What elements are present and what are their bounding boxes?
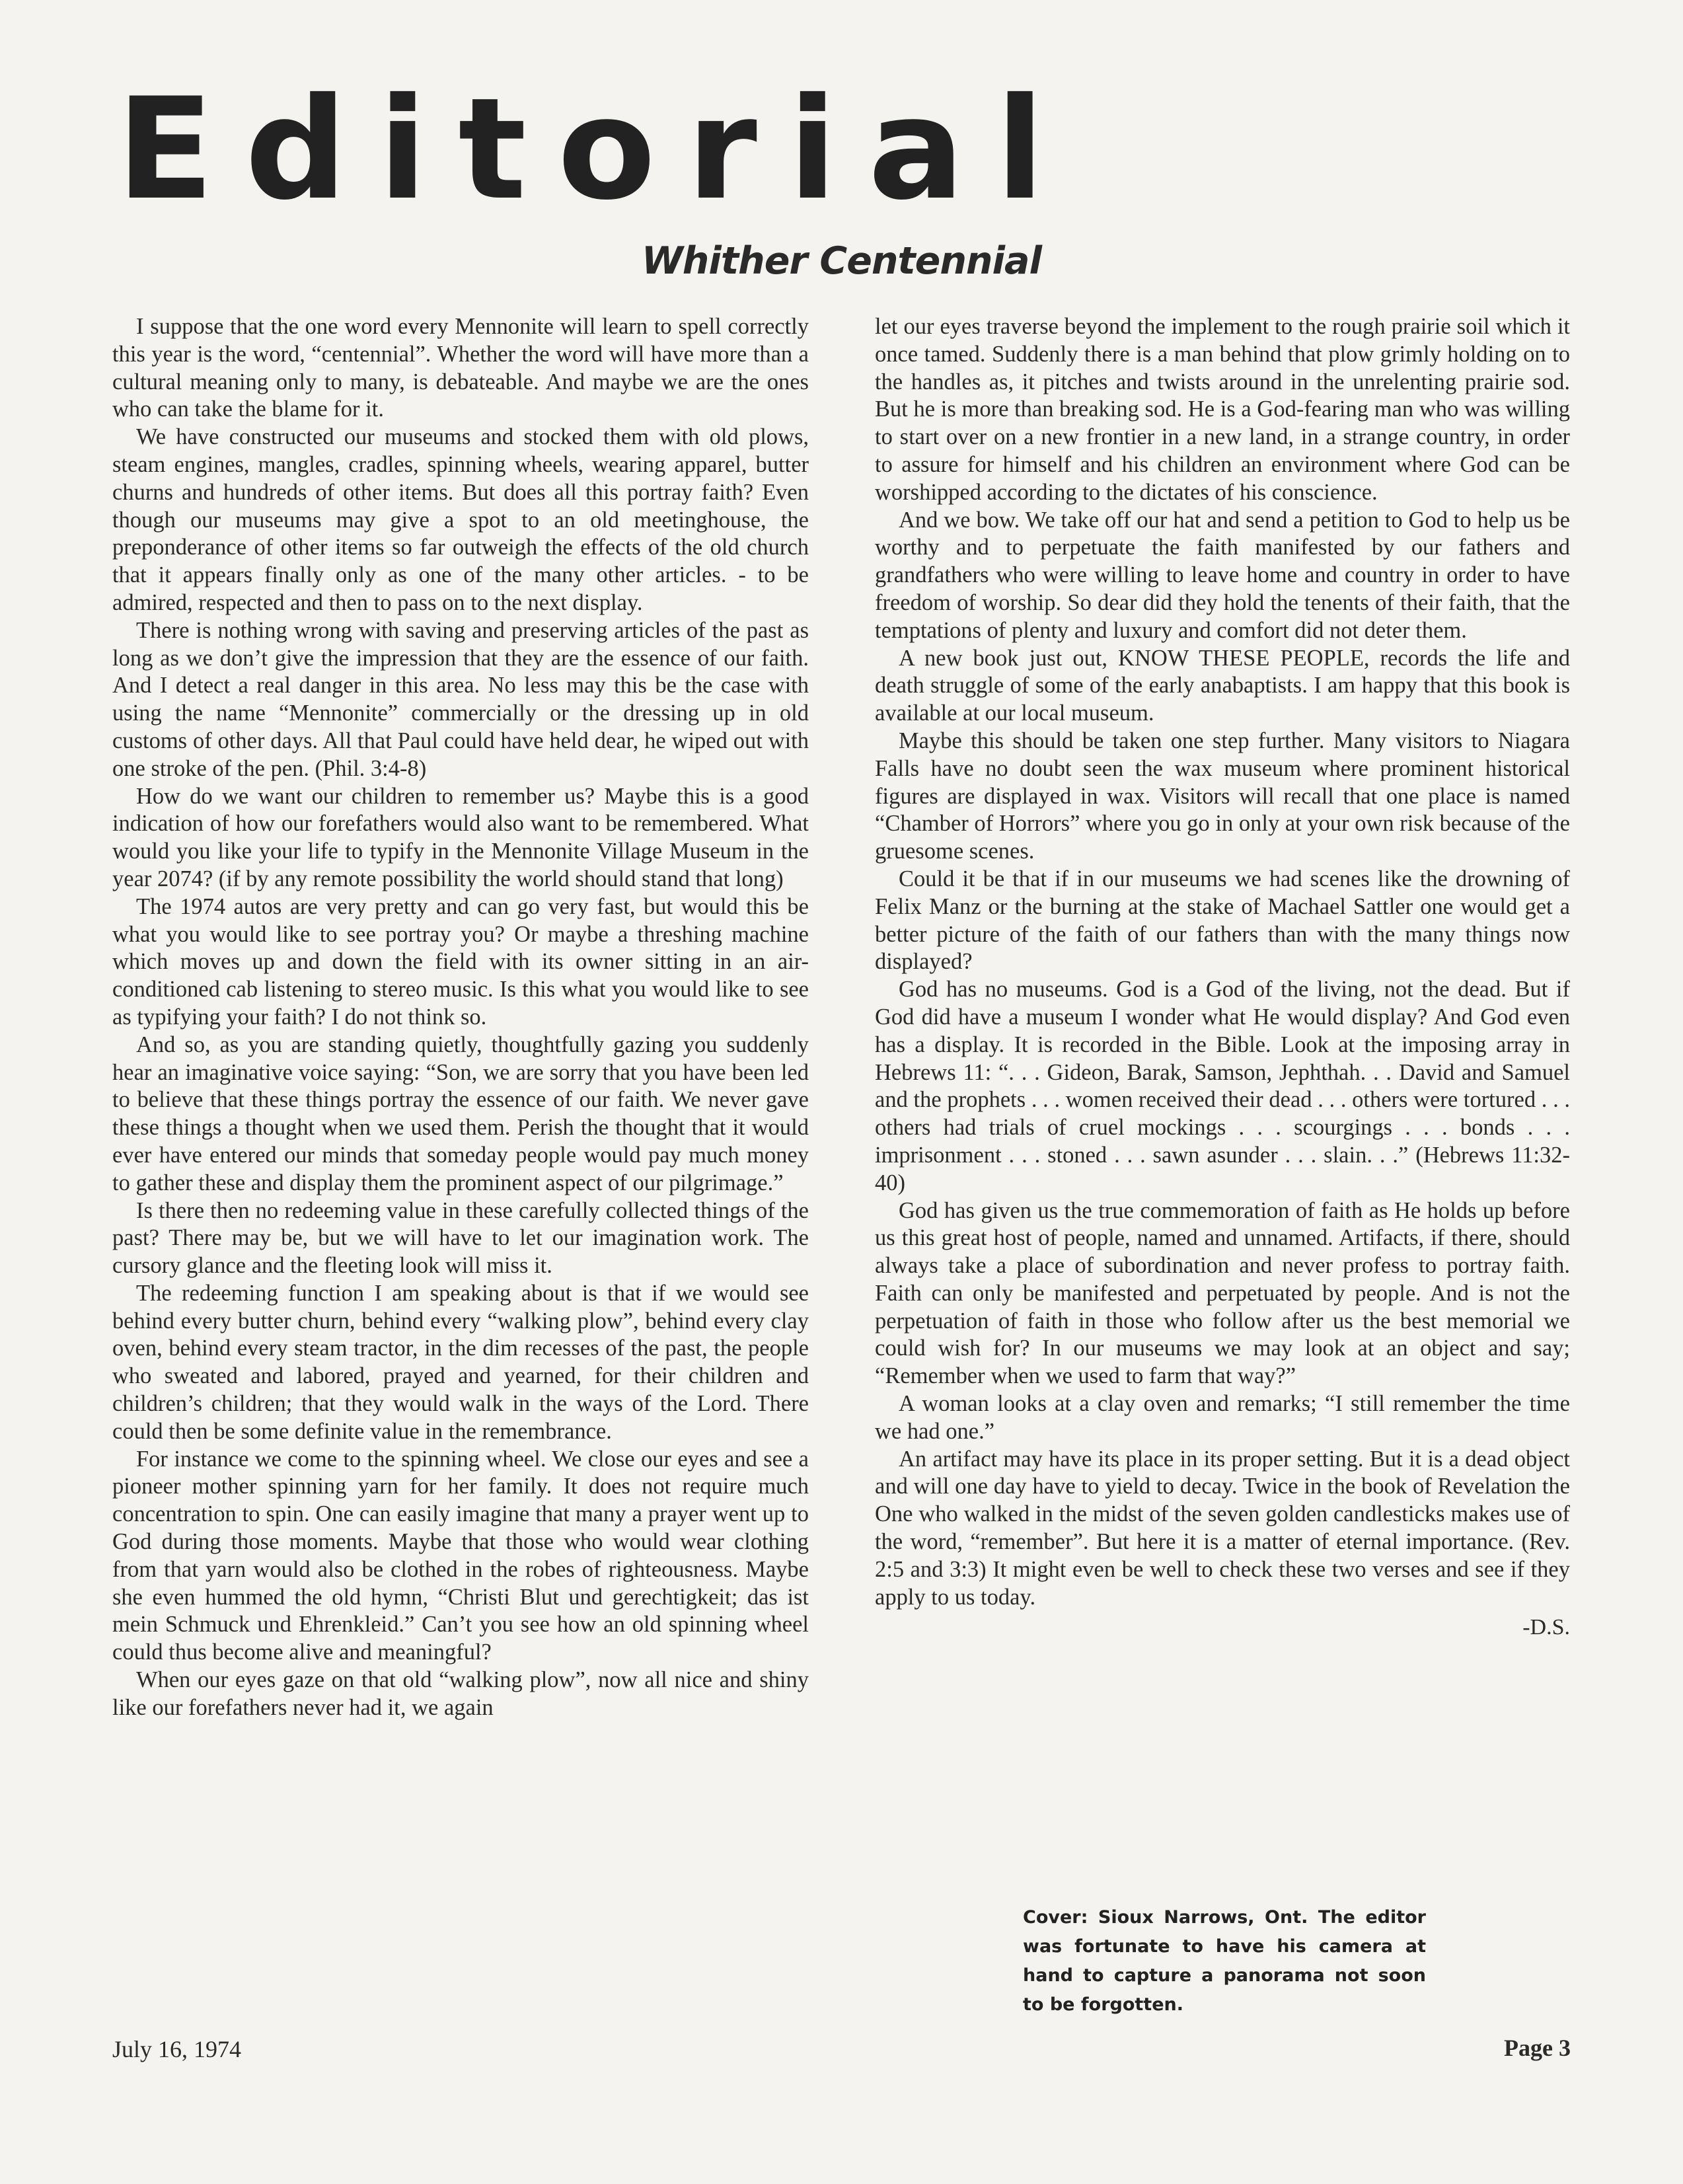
paragraph: Could it be that if in our museums we had scenes like the drowning of Felix Manz or the burning at the stake of Machael Sattler one would get a better picture of the faith of our fathers than with the many things now displayed? (875, 866, 1570, 975)
left-column (112, 313, 809, 1722)
paragraph: We have constructed our museums and stocked them with old plows, steam engines, mangles, cradles, spinning wheels, wearing apparel, butter churns and hundreds of other items. But does all this portray faith? Even though our museums may give a spot to an old meetinghouse, the preponderance of other items so far outweigh the effects of the old church that it appears finally only as one of the many other articles. - to be admired, respected and then to pass on to the next display. (112, 424, 809, 615)
author-signature: -D.S. (1522, 1615, 1570, 1640)
paragraph: Maybe this should be taken one step further. Many visitors to Niagara Falls have no doubt seen the wax museum where prominent historical figures are displayed in wax. Visitors will recall that one place is named “Chamber of Horrors” where you go in only at your own risk because of the gruesome scenes. (875, 728, 1570, 864)
paragraph: And we bow. We take off our hat and send a petition to God to help us be worthy and to perpetuate the faith manifested by our fathers and grandfathers who were willing to leave home and country in order to have freedom of worship. So dear did they hold the tenents of their faith, that the temptations of plenty and luxury and comfort did not deter them. (875, 507, 1570, 643)
paragraph: An artifact may have its place in its proper setting. But it is a dead object and will one day have to yield to decay. Twice in the book of Revelation the One who walked in the midst of the seven golden candlesticks makes use of the word, “remember”. But here it is a matter of eternal importance. (Rev. 2:5 and 3:3) It might even be well to check these two verses and see if they apply to us today. (875, 1446, 1570, 1610)
issue-date: July 16, 1974 (112, 2036, 242, 2062)
page-number: Page 3 (1504, 2035, 1571, 2061)
cover-caption: Cover: Sioux Narrows, Ont. The editor was fortunate to have his camera at hand to capture a panorama not soon to be forgotten. (1023, 1907, 1426, 2015)
paragraph: God has given us the true commemoration of faith as He holds up before us this great host of people, named and unnamed. Artifacts, if there, should always take a place of subordination and never profess to portray faith. Faith can only be manifested and perpetuated by people. And is not the perpetuation of faith in those who follow after us the best memorial we could wish for? In our museums we may look at an object and say; “Remember when we used to farm that way?” (875, 1197, 1570, 1389)
masthead: Editorial (116, 67, 1076, 231)
right-column (875, 313, 1570, 1641)
paragraph: God has no museums. God is a God of the living, not the dead. But if God did have a museum I wonder what He would display? And God even has a display. It is recorded in the Bible. Look at the imposing array in Hebrews 11: “. . . Gideon, Barak, Samson, Jephthah. . . David and Samuel and the prophets . . . women received their dead . . . others were tortured . . . others had trials of cruel mockings . . . scourgings . . . bonds . . . imprisonment . . . stoned . . . sawn asunder . . . slain. . .” (Hebrews 11:32-40) (875, 977, 1570, 1195)
paragraph: For instance we come to the spinning wheel. We close our eyes and see a pioneer mother spinning yarn for her family. It does not require much concentration to spin. One can easily imagine that many a prayer went up to God during those moments. Maybe that those who would wear clothing from that yarn would also be clothed in the robes of righteousness. Maybe she even hummed the old hymn, “Christi Blut und gerechtigkeit; das ist mein Schmuck und Ehrenkleid.” Can’t you see how an old spinning wheel could thus become alive and meaningful? (112, 1446, 809, 1665)
paragraph: The 1974 autos are very pretty and can go very fast, but would this be what you would like to see portray you? Or maybe a threshing machine which moves up and down the field with its owner sitting in an air-conditioned cab listening to stereo music. Is this what you would like to see as typifying your faith? I do not think so. (112, 893, 809, 1030)
paragraph: There is nothing wrong with saving and preserving articles of the past as long as we don’t give the impression that they are the essence of our faith. And I detect a real danger in this area. No less may this be the case with using the name “Mennonite” commercially or the dressing up in old customs of other days. All that Paul could have held dear, he wiped out with one stroke of the pen. (Phil. 3:4-8) (112, 617, 809, 781)
article-title: Whither Centennial (641, 239, 1042, 283)
paragraph: A new book just out, KNOW THESE PEOPLE, records the life and death struggle of some of the early anabaptists. I am happy that this book is available at our local museum. (875, 645, 1570, 726)
paragraph: A woman looks at a clay oven and remarks; “I still remember the time we had one.” (875, 1391, 1570, 1444)
paragraph: How do we want our children to remember us? Maybe this is a good indication of how our forefathers would also want to be remembered. What would you like your life to typify in the Mennonite Village Museum in the year 2074? (if by any remote possibility the world should stand that long) (112, 783, 809, 891)
paragraph: I suppose that the one word every Mennonite will learn to spell correctly this year is the word, “centennial”. Whether the word will have more than a cultural meaning only to many, is debateable. And maybe we are the ones who can take the blame for it. (112, 314, 809, 422)
paragraph: When our eyes gaze on that old “walking plow”, now all nice and shiny like our forefathers never had it, we again (112, 1667, 809, 1720)
paragraph: And so, as you are standing quietly, thoughtfully gazing you suddenly hear an imaginative voice saying: “Son, we are sorry that you have been led to believe that these things portray the essence of our faith. We never gave these things a thought when we used them. Perish the thought that it would ever have entered our minds that someday people would pay much money to gather these and display them the prominent aspect of our pilgrimage.” (112, 1032, 809, 1195)
paragraph: Is there then no redeeming value in these carefully collected things of the past? There may be, but we will have to let our imagination work. The cursory glance and the fleeting look will miss it. (112, 1197, 809, 1279)
paragraph: let our eyes traverse beyond the implement to the rough prairie soil which it once tamed. Suddenly there is a man behind that plow grimly holding on to the handles as, it pitches and twists around in the unrelenting prairie sod. But he is more than breaking sod. He is a God-fearing man who was willing to start over on a new frontier in a new land, in a strange country, in order to assure for himself and his children an environment where God can be worshipped according to the dictates of his conscience. (875, 314, 1570, 505)
paragraph: The redeeming function I am speaking about is that if we would see behind every butter churn, behind every “walking plow”, behind every clay oven, behind every steam tractor, in the dim recesses of the past, the people who sweated and labored, prayed and yearned, for their children and children’s children; that they would walk in the ways of the Lord. There could then be some definite value in the remembrance. (112, 1280, 809, 1444)
